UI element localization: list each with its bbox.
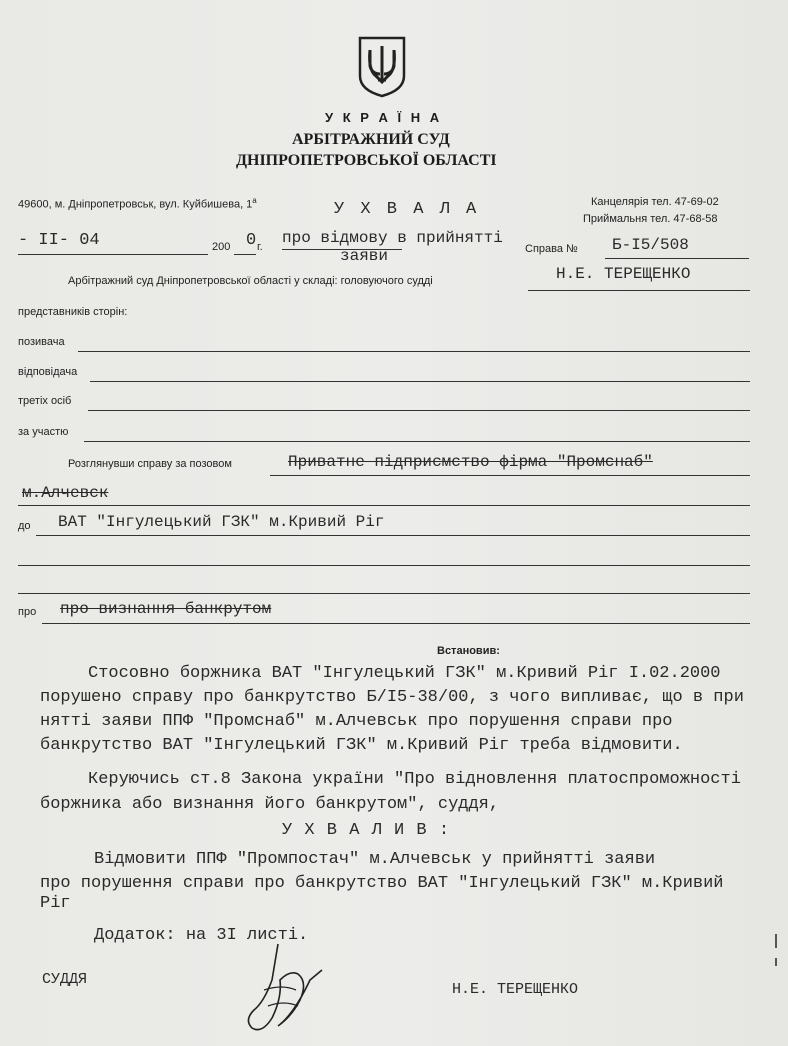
third-parties-label: третіх осіб xyxy=(18,395,72,407)
court-address: 49600, м. Дніпропетровськ, вул. Куйбишева, $1^а$ xyxy=(18,196,257,211)
plaintiff-label: позивача xyxy=(18,336,65,348)
body-p1-line-2: порушено справу про банкрутство Б/І5-38/00, з чого випливає, що в при xyxy=(40,688,744,707)
plaintiff-value-2: м.Алчевск xyxy=(22,484,109,502)
document-subject-2: заяви xyxy=(340,247,389,265)
about-label: про xyxy=(18,606,37,618)
year-suffix: г. xyxy=(257,241,263,253)
coat-of-arms-icon xyxy=(358,36,406,98)
body-p1-line-1: Стосовно боржника ВАТ "Інгулецький ГЗК" м.Кривий Ріг І.02.2000 xyxy=(88,664,721,683)
plaintiff-value-1: Приватне підприємство фірма "Промснаб" xyxy=(288,453,653,471)
region-heading: ДНІПРОПЕТРОВСЬКОЇ ОБЛАСТІ xyxy=(236,152,497,169)
reception-phone: Приймальня тел. 47-68-58 xyxy=(583,213,718,225)
document-subject-1: про відмову в прийнятті xyxy=(282,229,503,247)
year-prefix: 200 xyxy=(212,241,231,253)
ruled-heading: У Х В А Л И В : xyxy=(282,821,451,840)
body-p1-line-4: банкрутство ВАТ "Інгулецький ГЗК" м.Кривий Ріг треба відмовити. xyxy=(40,736,683,755)
body-p1-line-3: нятті заяви ППФ "Промснаб" м.Алчевськ про порушення справи про xyxy=(40,712,673,731)
body-p2-line-2: боржника або визнання його банкрутом", суддя, xyxy=(40,795,500,814)
year-digit: 0 xyxy=(246,231,257,250)
body-p3-line-1: Відмовити ППФ "Промпостач" м.Алчевськ у прийнятті заяви xyxy=(94,850,656,869)
document-type: У Х В А Л А xyxy=(334,200,480,219)
case-number: Б-І5/508 xyxy=(612,236,689,254)
body-p2-line-1: Керуючись ст.8 Закона україни "Про відновлення платоспроможності xyxy=(88,770,741,789)
margin-mark xyxy=(775,958,777,966)
judge-title: СУДДЯ xyxy=(42,971,88,988)
case-label: Справа № xyxy=(525,243,578,255)
body-p3-line-3: Ріг xyxy=(40,894,71,913)
judge-signature-name: Н.Е. ТЕРЕЩЕНКО xyxy=(452,981,579,998)
to-label: до xyxy=(18,520,31,532)
judge-name: Н.Е. ТЕРЕЩЕНКО xyxy=(556,265,691,283)
chancery-phone: Канцелярія тел. 47-69-02 xyxy=(591,196,719,208)
attachment-note: Додаток: на 3І листі. xyxy=(94,926,309,945)
margin-mark xyxy=(775,934,777,948)
document-date: - ІІ- 04 xyxy=(18,231,100,250)
defendant-value: ВАТ "Інгулецький ГЗК" м.Кривий Ріг xyxy=(58,513,385,531)
defendant-label: відповідача xyxy=(18,366,78,378)
judge-signature xyxy=(238,940,328,1036)
composition-label: Арбітражний суд Дніпропетровської області у складі: головуючого судді xyxy=(68,275,433,287)
review-label: Розглянувши справу за позовом xyxy=(68,458,232,470)
parties-label: представників сторін: xyxy=(18,306,128,318)
participation-label: за участю xyxy=(18,426,69,438)
body-p3-line-2: про порушення справи про банкрутство ВАТ "Інгулецький ГЗК" м.Кривий xyxy=(40,874,724,893)
established-label: Встановив: xyxy=(437,645,500,657)
about-value: про визнання банкрутом xyxy=(60,600,272,618)
court-heading: АРБІТРАЖНИЙ СУД xyxy=(292,131,450,148)
country-heading: У К Р А Ї Н А xyxy=(325,110,443,125)
